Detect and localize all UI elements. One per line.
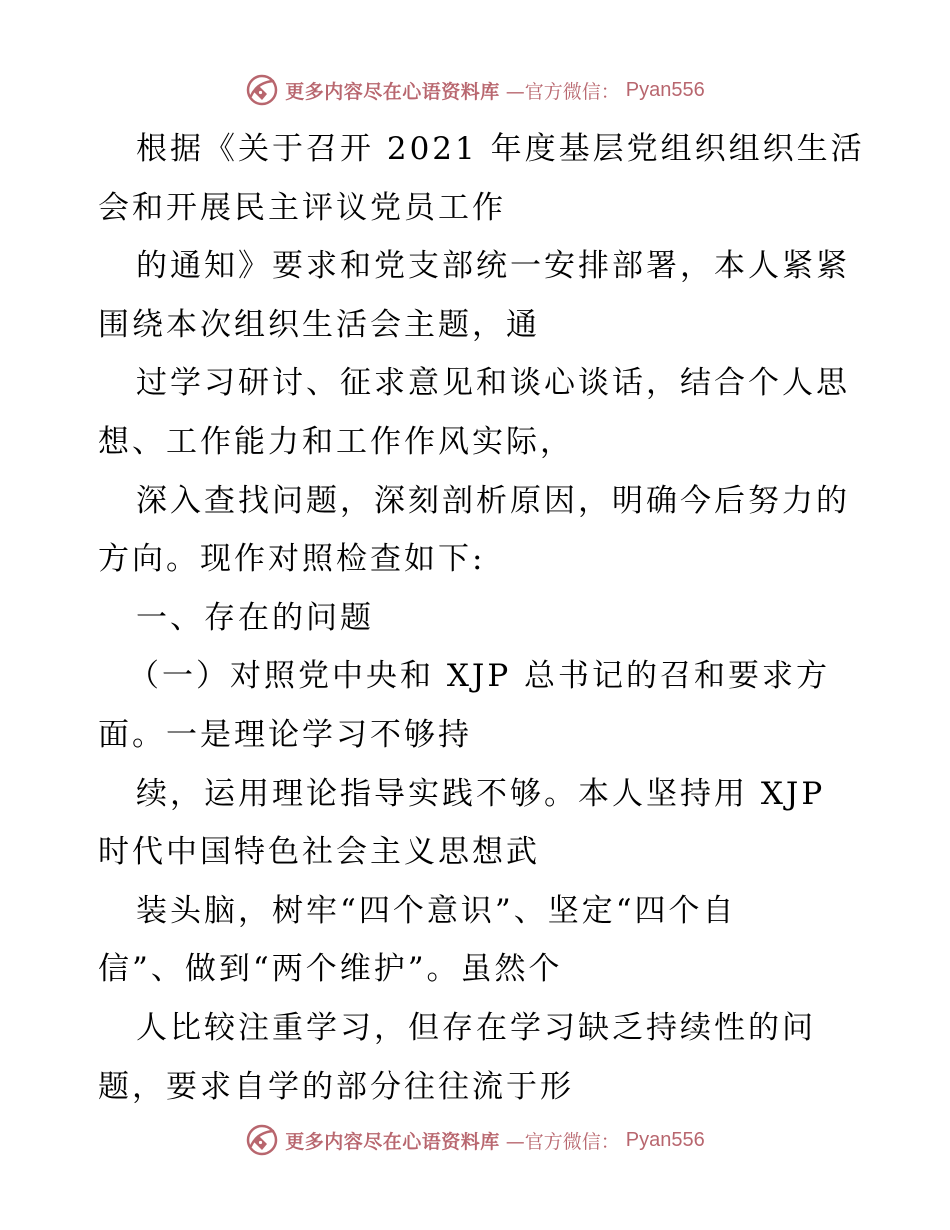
document-body	[98, 120, 865, 1116]
document-line: 的通知》要求和党支部统一安排部署，本人紧紧	[136, 248, 850, 285]
document-line: 装头脑，树牢“四个意识”、坚定“四个自	[136, 892, 737, 929]
banner-content	[245, 73, 705, 107]
banner-content	[245, 1123, 705, 1157]
document-line: 人比较注重学习，但存在学习缺乏持续性的问	[136, 1009, 816, 1046]
document-line: 面。一是理论学习不够持	[98, 716, 472, 753]
document-line: 过学习研讨、征求意见和谈心谈话，结合个人思	[136, 365, 850, 402]
banner-separator: —官方微信：	[505, 1130, 620, 1153]
watermark-banner-bottom	[0, 1120, 950, 1160]
document-line: （一）对照党中央和 XJP 总书记的召和要求方	[128, 658, 831, 695]
document-line: 深入查找问题，深刻剖析原因，明确今后努力的	[136, 482, 850, 519]
document-line: 围绕本次组织生活会主题，通	[98, 306, 540, 343]
document-line: 会和开展民主评议党员工作	[98, 189, 506, 226]
document-line: 信”、做到“两个维护”。虽然个	[98, 951, 563, 988]
watermark-banner-top	[0, 70, 950, 110]
document-line: 想、工作能力和工作作风实际，	[98, 423, 574, 460]
banner-separator: —官方微信：	[505, 80, 620, 103]
document-line: 根据《关于召开 2021 年度基层党组织组织生活	[136, 131, 865, 167]
document-line: 续，运用理论指导实践不够。本人坚持用 XJP	[136, 775, 826, 812]
pen-nib-circle-icon	[245, 73, 279, 107]
document-line: 一、存在的问题	[136, 599, 374, 636]
document-line: 题，要求自学的部分往往流于形	[98, 1068, 574, 1105]
banner-wechat-handle: Pyan556	[625, 78, 705, 101]
document-line: 方向。现作对照检查如下:	[98, 541, 486, 578]
pen-nib-circle-icon	[245, 1123, 279, 1157]
banner-wechat-handle: Pyan556	[625, 1128, 705, 1151]
banner-title: 更多内容尽在心语资料库	[285, 80, 500, 103]
document-line: 时代中国特色社会主义思想武	[98, 834, 540, 871]
banner-title: 更多内容尽在心语资料库	[285, 1130, 500, 1153]
